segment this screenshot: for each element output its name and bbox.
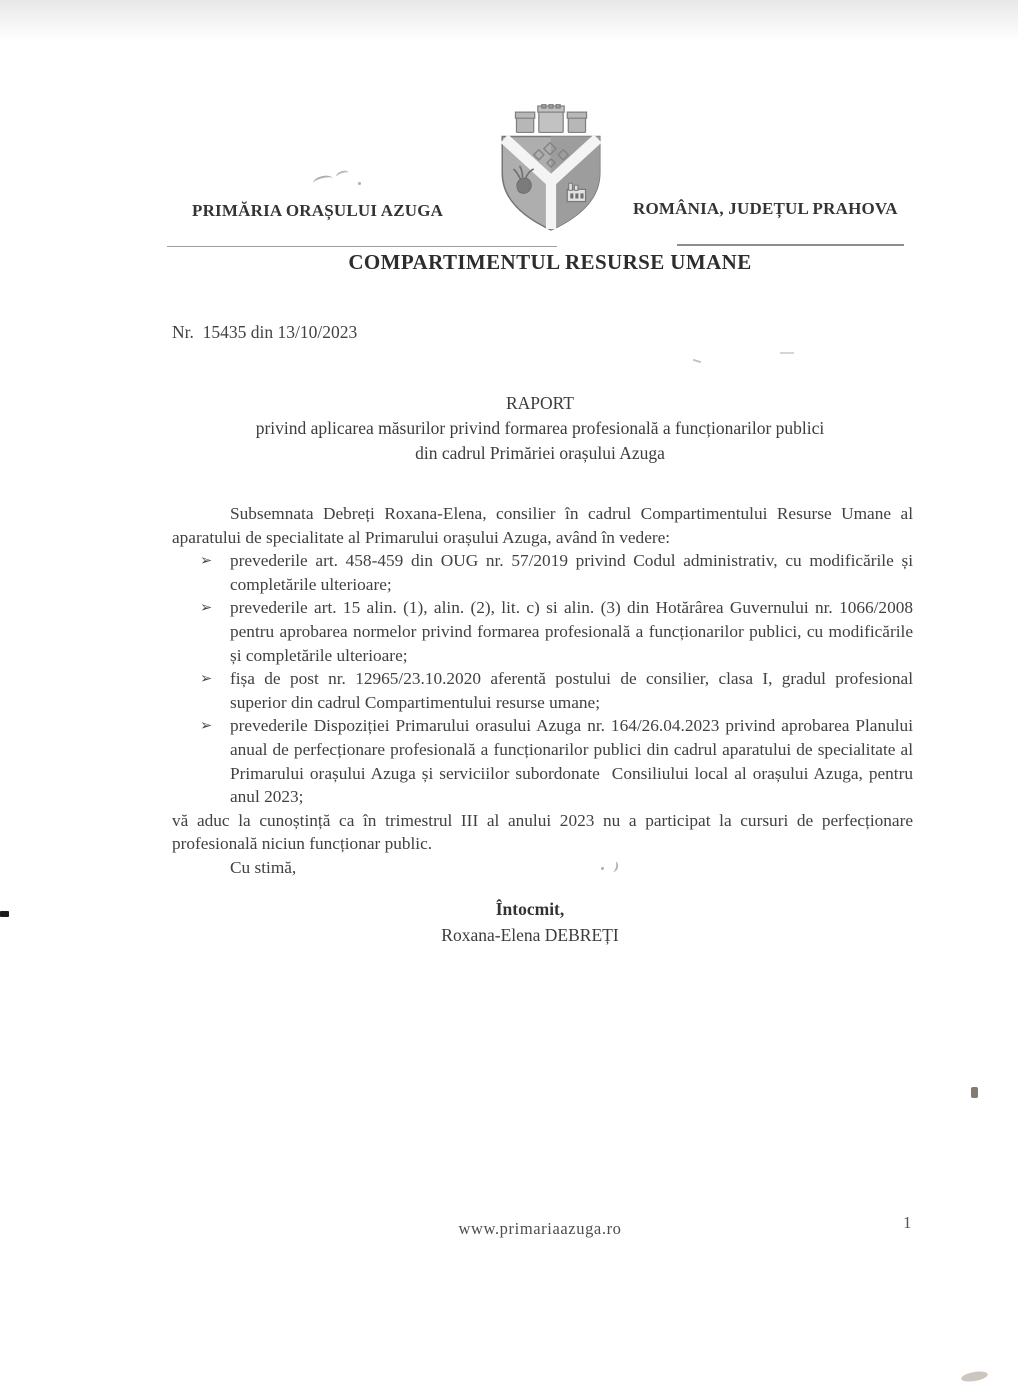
considerations-list xyxy=(200,549,913,809)
list-item xyxy=(200,596,913,667)
scan-artifact-squiggle xyxy=(312,174,334,189)
bullet-arrow-icon: ➢ xyxy=(200,671,213,688)
scan-artifact-tick xyxy=(693,359,701,363)
footer-website: www.primariaazuga.ro xyxy=(458,1219,622,1238)
report-subtitle-line1: privind aplicarea măsurilor privind formarea profesională a funcționarilor publici xyxy=(255,418,825,438)
scan-shading xyxy=(0,0,1018,55)
scan-artifact-dash xyxy=(0,911,9,917)
list-item-text: prevederile art. 15 alin. (1), alin. (2), lit. c) si alin. (3) din Hotărârea Guvernului nr. 1066/2008 pentru aprobarea normelor privind formarea profesională a funcționarilor publici, cu modificările și completările ulterioare; xyxy=(230,598,913,665)
closing-salutation: Cu stimă, xyxy=(230,857,297,877)
scan-artifact-tick xyxy=(780,352,794,354)
header-rule-left xyxy=(167,246,557,247)
bullet-arrow-icon: ➢ xyxy=(200,600,213,617)
conclusion-paragraph: vă aduc la cunoștință ca în trimestrul III al anului 2023 nu a participat la cursuri de perfecționare profesională niciun funcționar public. xyxy=(172,810,913,854)
report-subtitle-line2: din cadrul Primăriei orașului Azuga xyxy=(415,443,665,463)
scan-artifact-squiggle xyxy=(335,169,350,181)
list-item xyxy=(200,714,913,808)
signature-name: Roxana-Elena DEBREȚI xyxy=(441,925,619,945)
region-name: ROMÂNIA, JUDEȚUL PRAHOVA xyxy=(633,199,898,218)
report-title: RAPORT xyxy=(506,393,574,413)
scan-artifact-smudge xyxy=(960,1370,988,1384)
header-rule-right xyxy=(677,244,904,246)
signature-block xyxy=(330,896,730,948)
scan-artifact-dot xyxy=(358,182,361,185)
page-number: 1 xyxy=(903,1213,912,1232)
scan-artifact-dot xyxy=(601,867,604,870)
list-item-text: prevederile Dispoziției Primarului orasului Azuga nr. 164/26.04.2023 privind aprobarea Planului anual de perfecționare profesională a funcționarilor publici din cadrul aparatului de specialitate al Primarului orașului Azuga și serviciilor subordonate Consiliului local al orașului Azuga, pentru anul 2023; xyxy=(230,716,913,807)
signature-role: Întocmit, xyxy=(495,899,565,919)
report-body xyxy=(172,502,913,880)
institution-name: PRIMĂRIA ORAȘULUI AZUGA xyxy=(192,201,444,220)
coat-of-arms-icon xyxy=(492,104,610,232)
bullet-arrow-icon: ➢ xyxy=(200,718,213,735)
list-item xyxy=(200,667,913,714)
list-item-text: fișa de post nr. 12965/23.10.2020 aferentă postului de consilier, clasa I, gradul profesional superior din cadrul Compartimentului resurse umane; xyxy=(230,669,913,712)
report-title-block xyxy=(140,391,940,466)
list-item-text: prevederile art. 458-459 din OUG nr. 57/2019 privind Codul administrativ, cu modificările și completările ulterioare; xyxy=(230,551,913,594)
list-item xyxy=(200,549,913,596)
scan-artifact-speck xyxy=(971,1087,978,1098)
bullet-arrow-icon: ➢ xyxy=(200,553,213,570)
reference-number: Nr. 15435 din 13/10/2023 xyxy=(172,322,358,342)
intro-paragraph: Subsemnata Debreți Roxana-Elena, consilier în cadrul Compartimentului Resurse Umane al aparatului de specialitate al Primarului orașului Azuga, având în vedere: xyxy=(172,504,913,547)
department-title: COMPARTIMENTUL RESURSE UMANE xyxy=(348,250,752,274)
